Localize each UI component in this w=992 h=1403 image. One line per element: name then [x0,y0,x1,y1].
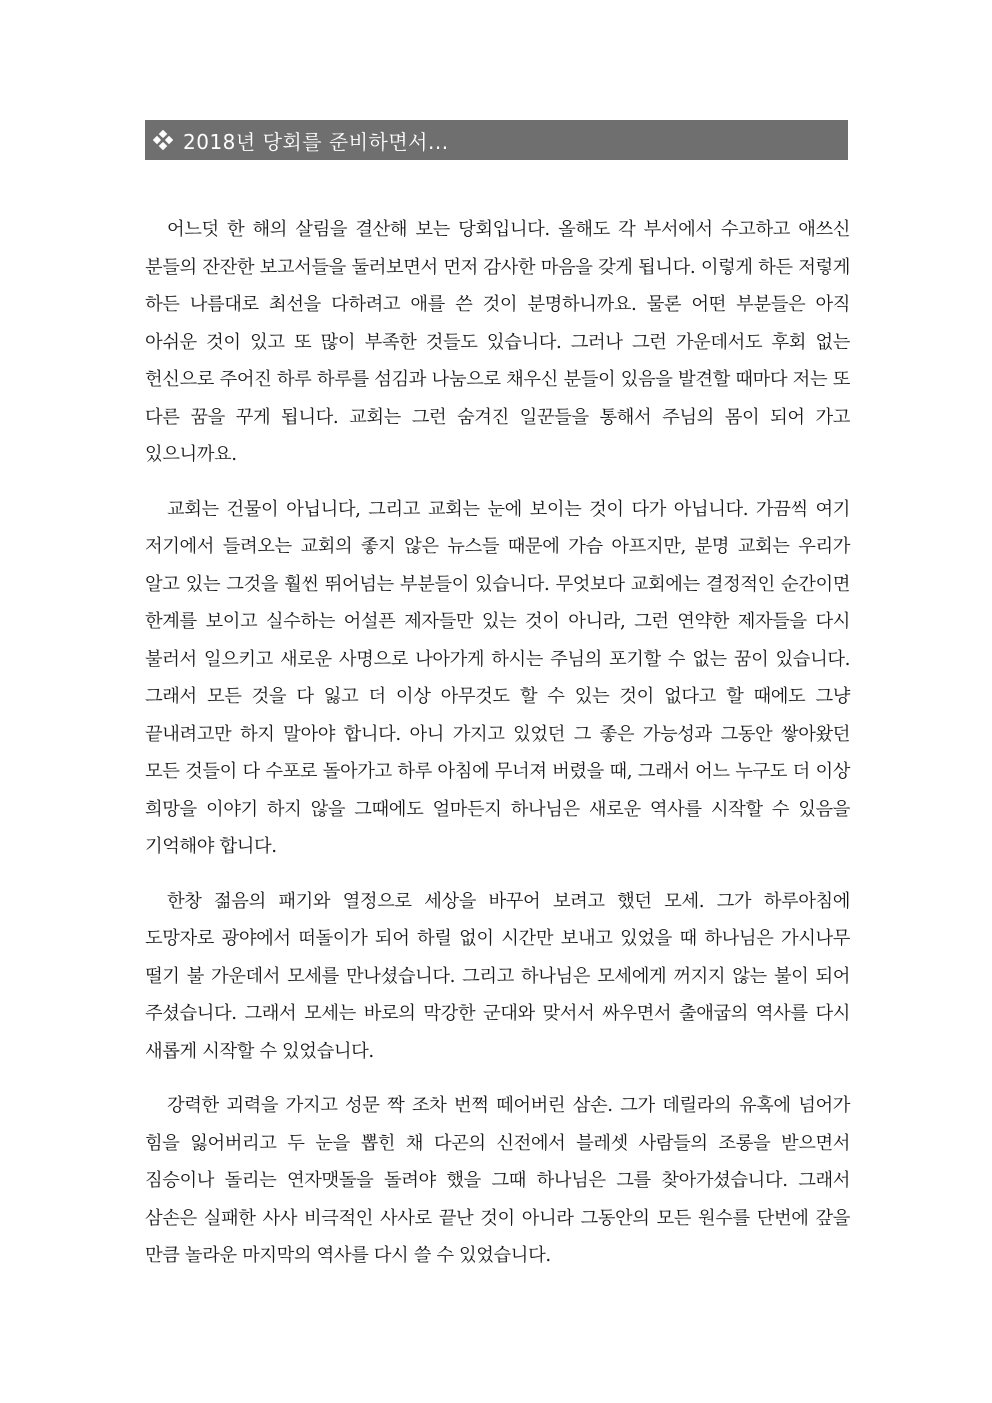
paragraph-3: 한창 젊음의 패기와 열정으로 세상을 바꾸어 보려고 했던 모세. 그가 하루아침에 도망자로 광야에서 떠돌이가 되어 하릴 없이 시간만 보내고 있었을 때 하나님은 가시나무 떨기 불 가운데서 모세를 만나셨습니다. 그리고 하나님은 모세에게 꺼지지 않는 불이 되어 주셨습니다. 그래서 모세는 바로의 막강한 군대와 맞서서 싸우면서 출애굽의 역사를 다시 새롭게 시작할 수 있었습니다. [145,890,850,1062]
article-body [145,211,850,1292]
section-title-bar [145,120,848,160]
paragraph-1: 어느덧 한 해의 살림을 결산해 보는 당회입니다. 올해도 각 부서에서 수고하고 애쓰신 분들의 잔잔한 보고서들을 둘러보면서 먼저 감사한 마음을 갖게 됩니다. 이렇게 하든 저렇게 하든 나름대로 최선을 다하려고 애를 쓴 것이 분명하니까요. 물론 어떤 부분들은 아직 아쉬운 것이 있고 또 많이 부족한 것들도 있습니다. 그러나 그런 가운데서도 후회 없는 헌신으로 주어진 하루 하루를 섬김과 나눔으로 채우신 분들이 있음을 발견할 때마다 저는 또 다른 꿈을 꾸게 됩니다. 교회는 그런 숨겨진 일꾼들을 통해서 주님의 몸이 되어 가고 있으니까요. [145,219,850,465]
diamond-ornament-icon [153,130,173,150]
paragraph-2: 교회는 건물이 아닙니다, 그리고 교회는 눈에 보이는 것이 다가 아닙니다. 가끔씩 여기 저기에서 들려오는 교회의 좋지 않은 뉴스들 때문에 가슴 아프지만, 분명 교회는 우리가 알고 있는 그것을 훨씬 뛰어넘는 부분들이 있습니다. 무엇보다 교회에는 결정적인 순간이면 한계를 보이고 실수하는 어설픈 제자들만 있는 것이 아니라, 그런 연약한 제자들을 다시 불러서 일으키고 새로운 사명으로 나아가게 하시는 주님의 포기할 수 없는 꿈이 있습니다. 그래서 모든 것을 다 잃고 더 이상 아무것도 할 수 있는 것이 없다고 할 때에도 그냥 끝내려고만 하지 말아야 합니다. 아니 가지고 있었던 그 좋은 가능성과 그동안 쌓아왔던 모든 것들이 다 수포로 돌아가고 하루 아침에 무너져 버렸을 때, 그래서 어느 누구도 더 이상 희망을 이야기 하지 않을 그때에도 얼마든지 하나님은 새로운 역사를 시작할 수 있음을 기억해야 합니다. [145,498,850,857]
paragraph-4: 강력한 괴력을 가지고 성문 짝 조차 번쩍 떼어버린 삼손. 그가 데릴라의 유혹에 넘어가 힘을 잃어버리고 두 눈을 뽑힌 채 다곤의 신전에서 블레셋 사람들의 조롱을 받으면서 짐승이나 돌리는 연자맷돌을 돌려야 했을 그때 하나님은 그를 찾아가셨습니다. 그래서 삼손은 실패한 사사 비극적인 사사로 끝난 것이 아니라 그동안의 모든 원수를 단번에 갚을 만큼 놀라운 마지막의 역사를 다시 쓸 수 있었습니다. [145,1095,850,1266]
page-title: 2018년 당회를 준비하면서... [183,129,449,154]
